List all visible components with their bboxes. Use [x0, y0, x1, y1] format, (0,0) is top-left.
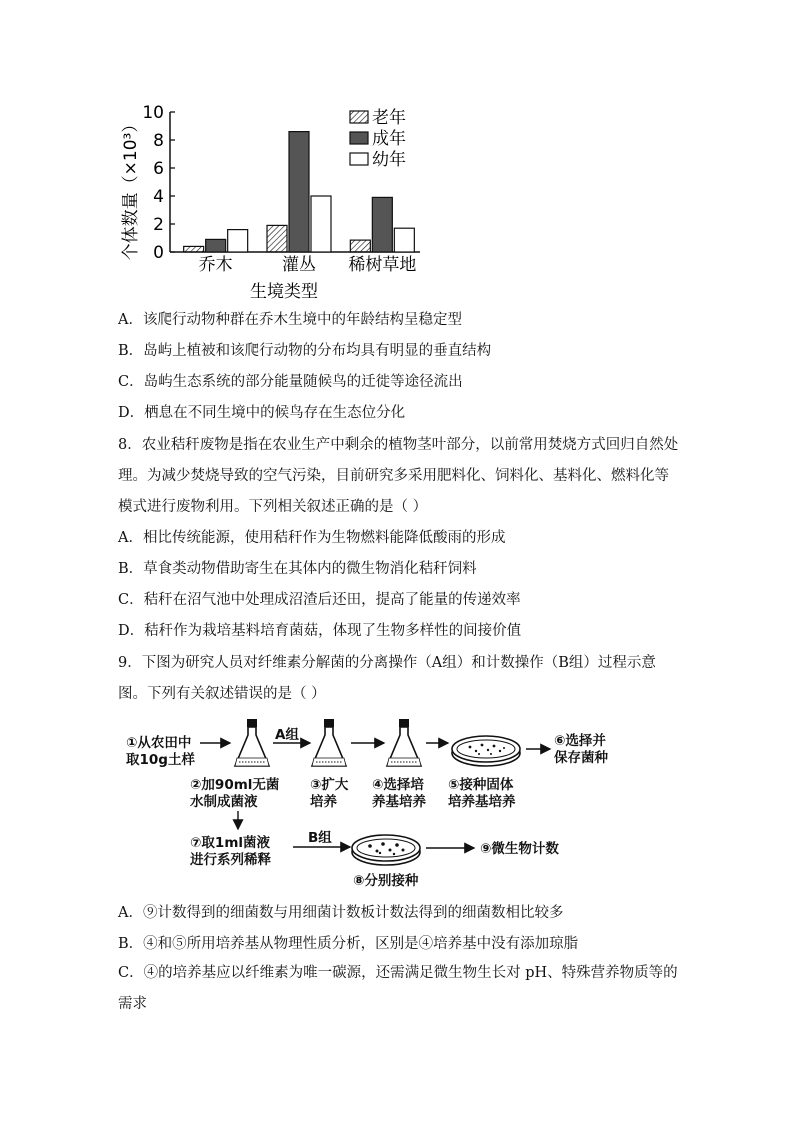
petri-dish-icon-step8 [352, 835, 420, 865]
step8-label: ⑧分别接种 [353, 873, 419, 889]
step1-line1: ①从农田中 [126, 735, 192, 751]
y-tick-label: 8 [153, 131, 164, 151]
step7-line2: 进行系列稀释 [190, 852, 271, 868]
bar-老年-乔木 [184, 246, 204, 252]
legend-label-成年: 成年 [372, 129, 406, 149]
legend-swatch-老年 [350, 111, 368, 123]
bar-老年-稀树草地 [350, 240, 370, 252]
q7-option-b: B．岛屿上植被和该爬行动物的分布均具有明显的垂直结构 [118, 343, 492, 359]
step5-line1: ⑤接种固体 [448, 777, 514, 793]
step4-line2: 养基培养 [372, 794, 426, 810]
x-tick-label: 稀树草地 [348, 255, 417, 275]
step1-line2: 取10g土样 [126, 752, 195, 768]
flask-icon-step3 [312, 719, 346, 766]
bar-幼年-灌丛 [311, 196, 331, 252]
q7-option-c: C．岛屿生态系统的部分能量随候鸟的迁徙等途径流出 [118, 374, 463, 390]
step4-line1: ④选择培 [372, 777, 424, 793]
y-tick-label: 6 [153, 159, 164, 179]
legend-swatch-幼年 [350, 153, 368, 165]
legend-label-老年: 老年 [372, 108, 406, 128]
step7-line1: ⑦取1ml菌液 [190, 835, 271, 851]
step2-line1: ②加90ml无菌 [190, 777, 280, 793]
step6-line1: ⑥选择并 [554, 733, 606, 749]
q9-option-a: A．⑨计数得到的细菌数与用细菌计数板计数法得到的细菌数相比较多 [118, 905, 564, 921]
flask-icon-step4 [387, 719, 421, 766]
group-b-label: B组 [308, 830, 332, 846]
q7-option-d: D．栖息在不同生境中的候鸟存在生态位分化 [118, 405, 406, 421]
bar-幼年-稀树草地 [394, 228, 414, 252]
step3-line2: 培养 [310, 794, 337, 810]
x-tick-label: 灌丛 [282, 255, 316, 275]
legend-swatch-成年 [350, 132, 368, 144]
y-tick-label: 4 [153, 187, 164, 207]
bar-幼年-乔木 [228, 230, 248, 252]
y-tick-label: 0 [153, 243, 164, 263]
y-tick-label: 10 [142, 103, 164, 123]
chart-xlabel: 生境类型 [250, 282, 318, 302]
bar-成年-乔木 [206, 239, 226, 252]
bar-成年-稀树草地 [372, 197, 392, 252]
step2-line2: 水制成菌液 [190, 794, 258, 810]
q8-option-c: C．秸秆在沼气池中处理成沼渣后还田，提高了能量的传递效率 [118, 592, 521, 608]
step9-label: ⑨微生物计数 [480, 841, 559, 857]
step5-line2: 培养基培养 [448, 794, 516, 810]
q9-option-c: C．④的培养基应以纤维素为唯一碳源，还需满足微生物生长对 pH、特殊营养物质等的需求 [118, 965, 678, 1012]
step6-line2: 保存菌种 [554, 750, 608, 766]
q8-option-d: D．秸秆作为栽培基料培育菌菇，体现了生物多样性的间接价值 [118, 623, 522, 639]
legend-label-幼年: 幼年 [372, 150, 406, 170]
age-structure-bar-chart [110, 100, 430, 305]
q8-option-b: B．草食类动物借助寄生在其体内的微生物消化秸秆饲料 [118, 561, 477, 577]
step3-line1: ③扩大 [310, 777, 349, 793]
q8-stem: 8．农业秸秆废物是指在农业生产中剩余的植物茎叶部分，以前常用焚烧方式回归自然处理。为减少焚烧导致的空气污染，目前研究多采用肥料化、饲料化、基料化、燃料化等模式进行废物利用。下列相关叙述正确的是（ ） [118, 437, 679, 515]
petri-dish-icon-step5 [452, 736, 520, 766]
group-a-label: A组 [275, 727, 299, 743]
flask-icon-step2 [235, 719, 269, 766]
q8-option-a: A．相比传统能源，使用秸秆作为生物燃料能降低酸雨的形成 [118, 530, 506, 546]
isolation-process-diagram [118, 715, 608, 895]
y-tick-label: 2 [153, 215, 164, 235]
x-tick-label: 乔木 [198, 255, 233, 275]
q9-stem: 9．下图为研究人员对纤维素分解菌的分离操作（A组）和计数操作（B组）过程示意图。下列有关叙述错误的是（ ） [118, 655, 656, 702]
q7-option-a: A．该爬行动物种群在乔木生境中的年龄结构呈稳定型 [118, 312, 462, 328]
q9-option-b: B．④和⑤所用培养基从物理性质分析，区别是④培养基中没有添加琼脂 [118, 936, 579, 952]
bar-老年-灌丛 [267, 225, 287, 252]
chart-ylabel: 个体数量（×10³） [121, 115, 141, 261]
bar-成年-灌丛 [289, 132, 309, 252]
